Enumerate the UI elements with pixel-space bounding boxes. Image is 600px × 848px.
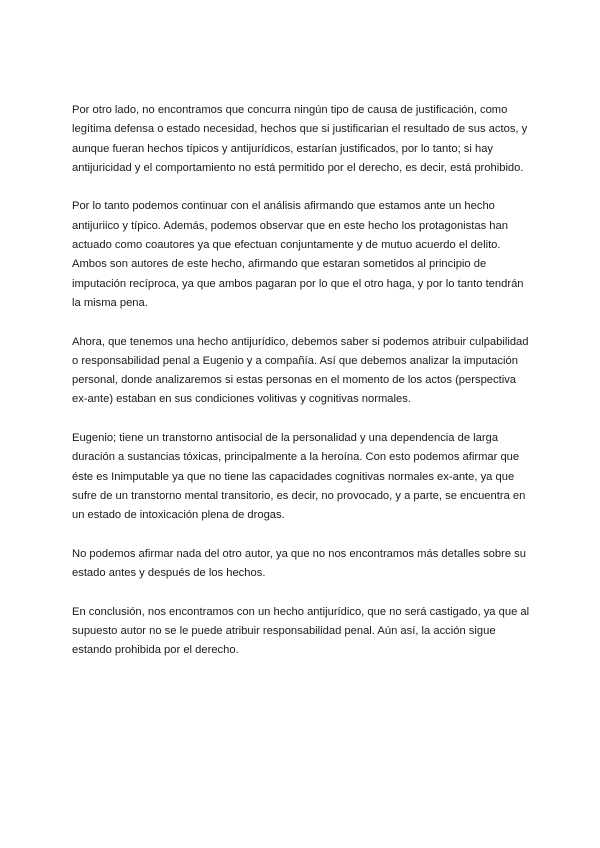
paragraph-conclusion: En conclusión, nos encontramos con un hecho antijurídico, que no será castigado, ya que al supuesto autor no se le puede atribuir responsabilidad penal. Aún así, la acción sigue estando prohibida por el derecho. [72,605,530,657]
paragraph-culpability: Ahora, que tenemos una hecho antijurídico, debemos saber si podemos atribuir culpabilidad o responsabilidad penal a Eugenio y a compañía. Así que debemos analizar la imputación personal, donde analizaremos si estas personas en el momento de los actos (perspectiva ex-ante) estaban en sus condiciones volitivas y cognitivas normales. [72,335,529,406]
paragraph-eugenio: Eugenio; tiene un transtorno antisocial de la personalidad y una dependencia de larga duración a sustancias tóxicas, principalmente a la heroína. Con esto podemos afirmar que éste es Inimputable ya que no tiene las capacidades cognitivas normales ex-ante, ya que sufre de un transtorno mental transitorio, es decir, no provocado, y a parte, se encuentra en un estado de intoxicación plena de drogas. [72,432,526,522]
paragraph-coauthors: Por lo tanto podemos continuar con el análisis afirmando que estamos ante un hecho antijuriico y típico. Además, podemos observar que en este hecho los protagonistas han actuado como coautores ya que efectuan conjuntamente y de mutuo acuerdo el delito. Ambos son autores de este hecho, afirmando que estaran sometidos al principio de imputación recíproca, ya que ambos pagaran por lo que el otro haga, y por lo tanto tendrán la misma pena. [72,200,524,309]
paragraph-other-author: No podemos afirmar nada del otro autor, ya que no nos encontramos más detalles sobre su estado antes y después de los hechos. [72,547,526,580]
paragraph-justification: Por otro lado, no encontramos que concurra ningún tipo de causa de justificación, como legítima defensa o estado necesidad, hechos que si justificarian el resultado de sus actos, y aunque fueran hechos típicos y antijurídicos, estarían justificados, por lo tanto; si hay antijuricidad y el comportamiento no está permitido por el derecho, es decir, está prohibido. [72,104,528,174]
document-body [72,101,532,680]
